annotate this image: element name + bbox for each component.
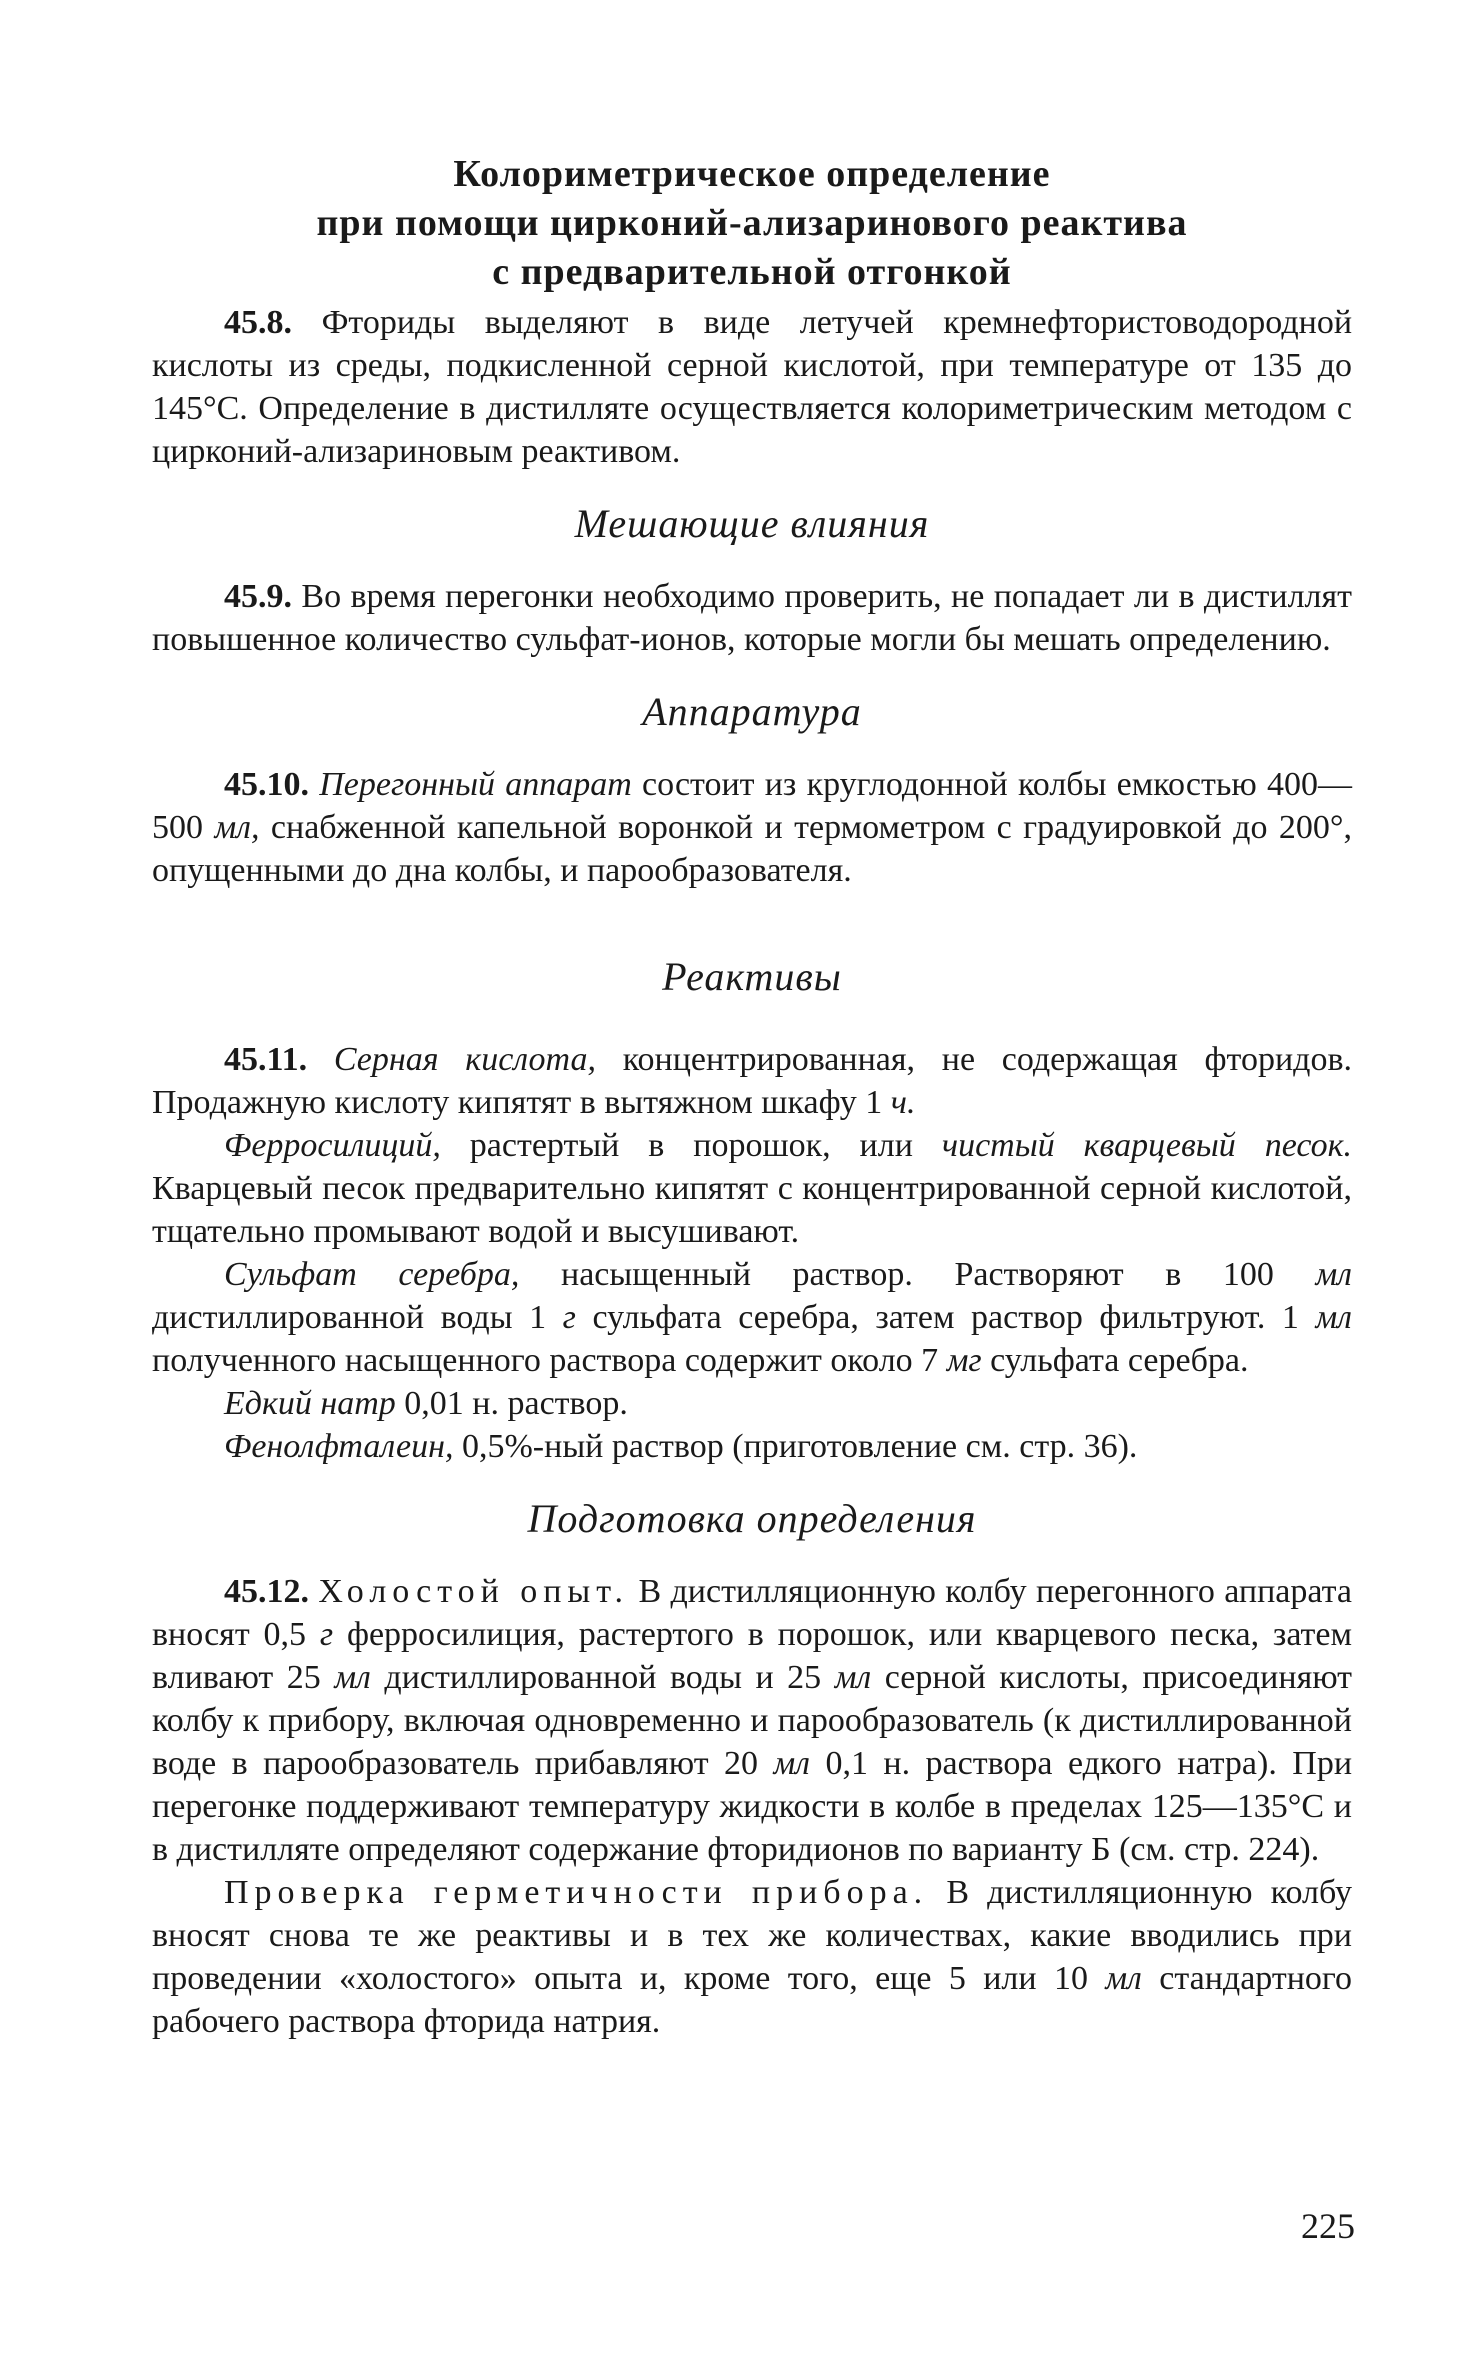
term: Сульфат серебра, [224,1256,520,1293]
paragraph-number: 45.9. [224,578,292,615]
paragraph-text: концентрированная, не содержащая фторидов. Продажную кислоту кипятят в вытяжном шкафу 1 [152,1041,1352,1121]
paragraph-text: состоит из круглодонной колбы емкостью 400—500 [152,766,1352,846]
paragraph-45-8 [152,301,1352,473]
term: Перегонный аппарат [319,766,632,803]
reagent-ferrosilicon [152,1124,1352,1253]
paragraph-text: ферросилиция, растертого в порошок, или кварцевого песка, затем вливают 25 [152,1616,1353,1696]
paragraph-45-12 [152,1570,1352,1871]
paragraph-45-11 [152,1038,1352,1124]
paragraph-text: В дистилляционную колбу перегонного аппарата вносят 0,5 [152,1573,1352,1653]
unit: мл [334,1659,371,1696]
title-line-2: при помощи цирконий-ализаринового реактива [316,202,1188,244]
section-heading-reagents: Реактивы [662,954,842,999]
paragraph-text: полученного насыщенного раствора содержит около 7 [152,1342,939,1379]
paragraph-text: В дистилляционную колбу вносят снова те же реактивы и в тех же количествах, какие вводились при проведении «холостого» опыта и, кроме того, еще 5 или 10 [152,1874,1352,1997]
paragraph-text: стандартного рабочего раствора фторида натрия. [152,1960,1352,2040]
unit: мл [834,1659,872,1696]
section-heading-interference: Мешающие влияния [574,501,930,546]
section-heading-apparatus: Аппаратура [642,689,862,734]
paragraph-text: растертый в порошок, или [469,1127,913,1164]
paragraph-text: дистиллированной воды и 25 [384,1659,822,1696]
paragraph-text: сульфата серебра, затем раствор фильтруют. 1 [592,1299,1299,1336]
unit: мл [1315,1256,1353,1293]
term: Серная кислота, [333,1041,596,1078]
paragraph-text: 0,5%-ный раствор (приготовление см. стр. 36). [461,1428,1138,1465]
page-number: 225 [1301,2206,1355,2246]
unit: мл, [214,809,260,846]
reagent-phenolphthalein [152,1425,1352,1468]
paragraph-number: 45.8. [224,304,292,341]
term: чистый кварцевый песок. [941,1127,1353,1164]
title-line-3: с предварительной отгонкой [492,251,1012,293]
paragraph-text: дистиллированной воды 1 [152,1299,547,1336]
unit: мл [1315,1299,1353,1336]
paragraph-number: 45.11. [224,1041,308,1078]
paragraph-text: Кварцевый песок предварительно кипятят с концентрированной серной кислотой, тщательно промывают водой и высушивают. [152,1170,1352,1250]
unit: мл [773,1745,811,1782]
paragraph-text: Во время перегонки необходимо проверить, не попадает ли в дистиллят повышенное количество сульфат-ионов, которые могли бы мешать определению. [152,578,1352,658]
spaced-heading: Проверка герметичности прибора. [224,1874,929,1911]
section-heading-preparation: Подготовка определения [527,1496,977,1541]
unit: г [562,1299,576,1336]
paragraph-text: насыщенный раствор. Растворяют в 100 [561,1256,1274,1293]
term: Фенолфталеин, [224,1428,454,1465]
page-title [152,150,1352,297]
paragraph-text: 0,01 н. раствор. [404,1385,628,1422]
term: Едкий натр [224,1385,396,1422]
paragraph-text: сульфата серебра. [990,1342,1249,1379]
paragraph-text: 0,1 н. раствора едкого натра). При перегонке поддерживают температуру жидкости в колбе в пределах 125—135°С и в дистилляте определяют содержание фторидионов по варианту Б (см. стр. 224). [152,1745,1353,1868]
paragraph-text: Фториды выделяют в виде летучей кремнефтористоводородной кислоты из среды, подкисленной серной кислотой, при температуре от 135 до 145°С. Определение в дистилляте осуществляется колориметрическим методом с цирконий-ализариновым реактивом. [152,304,1353,470]
unit: мг [946,1342,982,1379]
unit: мл [1105,1960,1142,1997]
paragraph-text: серной кислоты, присоединяют колбу к прибору, включая одновременно и парообразователь (к дистиллированной воде в парообразователь прибавляют 20 [152,1659,1353,1782]
unit: ч. [890,1084,916,1121]
paragraph-tightness-check [152,1871,1352,2043]
reagent-sodium-hydroxide [152,1382,1352,1425]
paragraph-45-10 [152,763,1352,892]
title-line-1: Колориметрическое определение [453,153,1051,195]
paragraph-number: 45.10. [224,766,309,803]
reagent-silver-sulfate [152,1253,1352,1382]
paragraph-45-9 [152,575,1352,661]
spaced-heading: Холостой опыт. [318,1573,630,1610]
paragraph-number: 45.12. [224,1573,309,1610]
unit: г [319,1616,334,1653]
paragraph-text: снабженной капельной воронкой и термометром с градуировкой до 200°, опущенными до дна колбы, и парообразователя. [152,809,1353,889]
page-content [152,150,1352,2043]
term: Ферросилиций, [224,1127,441,1164]
